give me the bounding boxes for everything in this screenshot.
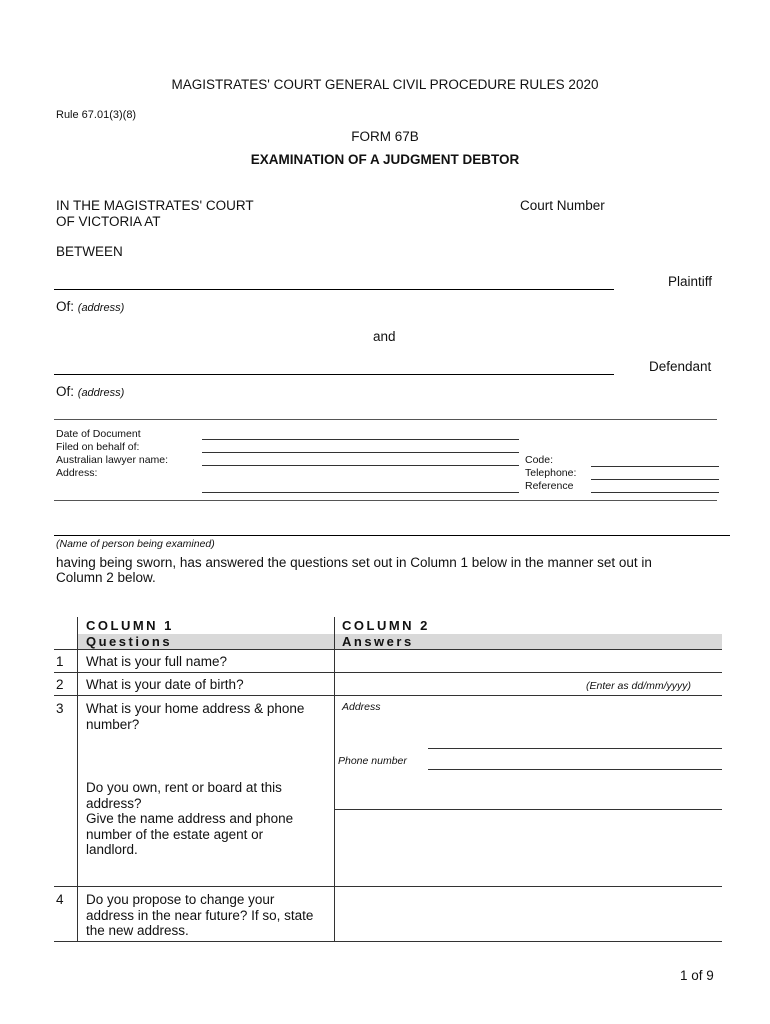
filing-address-line[interactable]	[202, 492, 519, 493]
form-title: EXAMINATION OF A JUDGMENT DEBTOR	[250, 152, 520, 167]
between-label: BETWEEN	[56, 244, 123, 259]
give-question-line3: landlord.	[86, 842, 138, 857]
sworn-statement-line1: having being sworn, has answered the questions set out in Column 1 below in the manner set out in	[56, 555, 652, 570]
date-format-hint: (Enter as dd/mm/yyyy)	[586, 680, 692, 692]
filed-on-behalf-label: Filed on behalf of:	[56, 441, 140, 453]
court-number-label: Court Number	[520, 198, 605, 213]
plaintiff-name-line[interactable]	[54, 289, 614, 290]
own-rent-board-answer-field[interactable]	[336, 772, 720, 808]
defendant-label: Defendant	[649, 359, 712, 374]
date-of-document-line[interactable]	[202, 439, 519, 440]
row1-rule	[54, 672, 722, 673]
row4-number: 4	[56, 892, 64, 907]
row1-number: 1	[56, 654, 64, 669]
filed-on-behalf-line[interactable]	[202, 452, 519, 453]
row3-question-line2: number?	[86, 716, 140, 732]
rule-reference: Rule 67.01(3)(8)	[56, 109, 137, 121]
plaintiff-label: Plaintiff	[668, 274, 713, 289]
row4-question-line2: address in the near future? If so, state	[86, 907, 314, 923]
defendant-address-label	[56, 384, 124, 399]
court-name-line1: IN THE MAGISTRATES' COURT	[56, 198, 254, 213]
full-name-answer-field[interactable]	[336, 651, 720, 671]
row3-question	[86, 701, 304, 732]
reference-line[interactable]	[591, 492, 719, 493]
give-question-line1: Give the name address and phone	[86, 811, 294, 826]
telephone-label: Telephone:	[525, 467, 577, 479]
row3-rule	[54, 886, 722, 887]
row4-rule	[54, 941, 722, 942]
give-question-line2: number of the estate agent or	[86, 826, 264, 842]
page-number: 1 of 9	[680, 968, 714, 983]
date-of-document-label: Date of Document	[56, 428, 141, 440]
phone-number-line[interactable]	[428, 769, 722, 770]
column1-title: COLUMN 1	[86, 618, 174, 633]
code-label: Code:	[525, 454, 554, 466]
column1-subtitle: Questions	[86, 634, 173, 649]
address-hint: (address)	[77, 387, 125, 399]
row4-question-line3: the new address.	[86, 923, 189, 938]
filing-bottom-rule	[54, 500, 717, 501]
row3-own-rule	[334, 809, 722, 810]
row1-question: What is your full name?	[86, 654, 228, 669]
filing-address-label: Address:	[56, 467, 98, 479]
telephone-line[interactable]	[591, 479, 719, 480]
of-label: Of:	[56, 299, 75, 314]
lawyer-name-line[interactable]	[202, 465, 519, 466]
row4-question-line1: Do you propose to change your	[86, 892, 275, 907]
row2-question: What is your date of birth?	[86, 677, 244, 692]
change-address-answer-field[interactable]	[336, 888, 720, 940]
reference-label: Reference	[525, 480, 574, 492]
own-question-line2: address?	[86, 795, 142, 811]
home-address-answer-field[interactable]	[336, 716, 720, 746]
filing-top-rule	[54, 419, 717, 420]
row3-own-question	[86, 780, 293, 858]
address-answer-label: Address	[342, 701, 381, 713]
column2-subtitle: Answers	[342, 634, 414, 649]
row2-rule	[54, 695, 722, 696]
code-line[interactable]	[591, 466, 719, 467]
row3-question-line1: What is your home address & phone	[86, 701, 305, 716]
and-label: and	[373, 329, 396, 344]
defendant-name-line[interactable]	[54, 374, 614, 375]
row3-number: 3	[56, 701, 64, 716]
plaintiff-address-label	[56, 299, 124, 314]
sworn-statement-line2: Column 2 below.	[56, 570, 156, 585]
own-question-line1: Do you own, rent or board at this	[86, 780, 282, 795]
table-left-border	[77, 617, 78, 942]
of-label: Of:	[56, 384, 75, 399]
form-number: FORM 67B	[351, 129, 419, 144]
document-title: MAGISTRATES' COURT GENERAL CIVIL PROCEDURE RULES 2020	[171, 77, 599, 92]
date-of-birth-answer-field[interactable]	[336, 674, 576, 694]
table-middle-border	[334, 617, 335, 942]
column2-title: COLUMN 2	[342, 618, 430, 633]
row4-question	[86, 892, 313, 939]
court-name-line2: OF VICTORIA AT	[56, 214, 161, 229]
agent-landlord-answer-field[interactable]	[336, 811, 720, 885]
lawyer-name-label: Australian lawyer name:	[56, 454, 169, 466]
examined-name-line[interactable]	[54, 535, 730, 536]
phone-number-label: Phone number	[338, 755, 407, 767]
examined-name-hint: (Name of person being examined)	[56, 538, 215, 550]
row2-number: 2	[56, 677, 64, 692]
address-hint: (address)	[77, 302, 125, 314]
header-row-rule	[54, 649, 722, 650]
address-answer-line[interactable]	[428, 748, 722, 749]
